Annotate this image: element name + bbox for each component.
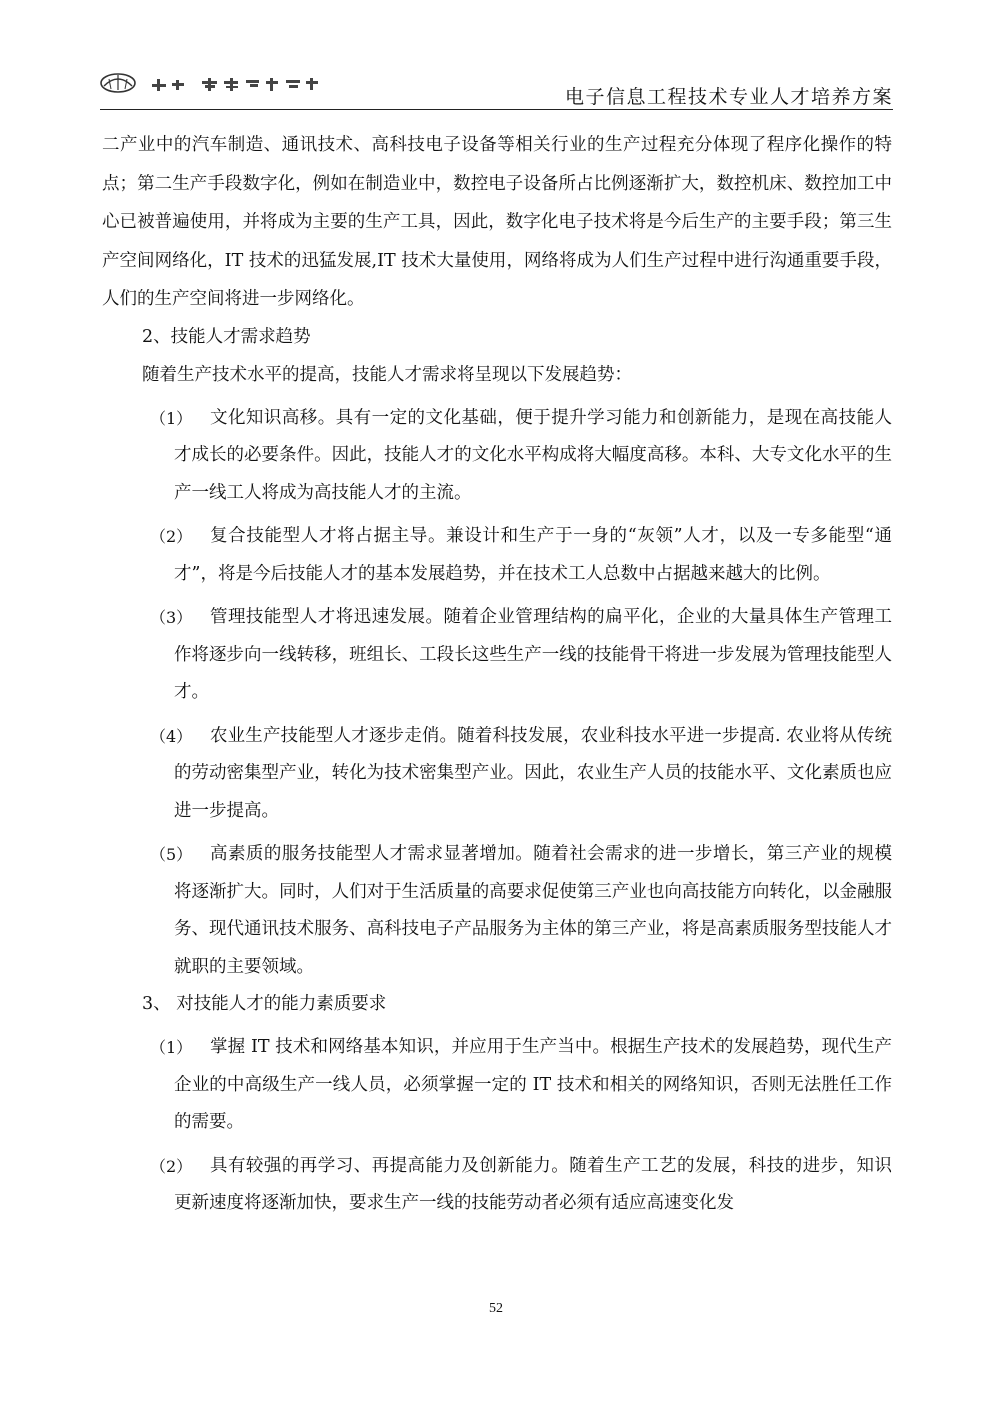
- list-item-number: （4）: [150, 726, 193, 746]
- list-item-text: 具有较强的再学习、再提高能力及创新能力。随着生产工艺的发展，科技的进步，知识更新速度将逐渐加快，要求生产一线的技能劳动者必须有适应高速变化发: [174, 1155, 892, 1213]
- list-item-number: （3）: [150, 608, 193, 627]
- list-item-text: 文化知识高移。具有一定的文化基础，便于提升学习能力和创新能力，是现在高技能人才成长的必要条件。因此，技能人才的文化水平构成将大幅度高移。本科、大专文化水平的生产一线工人将成为高技能人才的主流。: [174, 407, 892, 503]
- list-item: [102, 599, 892, 712]
- header-divider: [100, 109, 893, 110]
- intro-paragraph: 二产业中的汽车制造、通讯技术、高科技电子设备等相关行业的生产过程充分体现了程序化操作的特点；第二生产手段数字化，例如在制造业中，数控电子设备所占比例逐渐扩大，数控机床、数控加工中心已被普遍使用，并将成为主要的生产工具，因此，数字化电子技术将是今后生产的主要手段；第三生产空间网络化，IT 技术的迅猛发展,IT 技术大量使用，网络将成为人们生产过程中进行沟通重要手段，人们的生产空间将进一步网络化。: [102, 135, 892, 309]
- list-item-text: 管理技能型人才将迅速发展。随着企业管理结构的扁平化，企业的大量具体生产管理工作将逐步向一线转移，班组长、工段长这些生产一线的技能骨干将进一步发展为管理技能型人才。: [174, 607, 892, 702]
- institution-logo-graphic: [100, 70, 330, 94]
- list-item: [102, 718, 892, 831]
- list-item-text: 掌握 IT 技术和网络基本知识，并应用于生产当中。根据生产技术的发展趋势，现代生产企业的中高级生产一线人员，必须掌握一定的 IT 技术和相关的网络知识，否则无法胜任工作的需要。: [174, 1037, 892, 1132]
- page-number: 52: [489, 1301, 503, 1316]
- list-item-text: 复合技能型人才将占据主导。兼设计和生产于一身的“灰领”人才，以及一专多能型“通才”，将是今后技能人才的基本发展趋势，并在技术工人总数中占据越来越大的比例。: [174, 526, 892, 584]
- list-item: [102, 1029, 892, 1142]
- document-body: [102, 126, 892, 1223]
- section-3-heading: 3、 对技能人才的能力素质要求: [142, 994, 387, 1014]
- page-header: [100, 66, 893, 112]
- list-item: [102, 400, 892, 513]
- list-item: [102, 518, 892, 593]
- list-item-number: （1）: [150, 1038, 193, 1057]
- section-2-heading: 2、技能人才需求趋势: [142, 326, 311, 347]
- document-title: 电子信息工程技术专业人才培养方案: [564, 86, 893, 108]
- list-item-number: （2）: [150, 527, 193, 546]
- list-item-number: （2）: [150, 1156, 193, 1176]
- list-item-text: 农业生产技能型人才逐步走俏。随着科技发展，农业科技水平进一步提高. 农业将从传统的劳动密集型产业，转化为技术密集型产业。因此，农业生产人员的技能水平、文化素质也应进一步提高。: [174, 725, 892, 821]
- list-item-text: 高素质的服务技能型人才需求显著增加。随着社会需求的进一步增长，第三产业的规模将逐渐扩大。同时，人们对于生活质量的高要求促使第三产业也向高技能方向转化，以金融服务、现代通讯技术服务、高科技电子产品服务为主体的第三产业，将是高素质服务型技能人才就职的主要领域。: [174, 844, 892, 977]
- section-2-lead: 随着生产技术水平的提高，技能人才需求将呈现以下发展趋势：: [142, 364, 632, 385]
- list-item-number: （1）: [150, 408, 193, 428]
- institution-logo: [100, 70, 330, 94]
- list-item: [102, 1148, 892, 1223]
- list-item-number: （5）: [150, 845, 193, 864]
- list-item: [102, 836, 892, 986]
